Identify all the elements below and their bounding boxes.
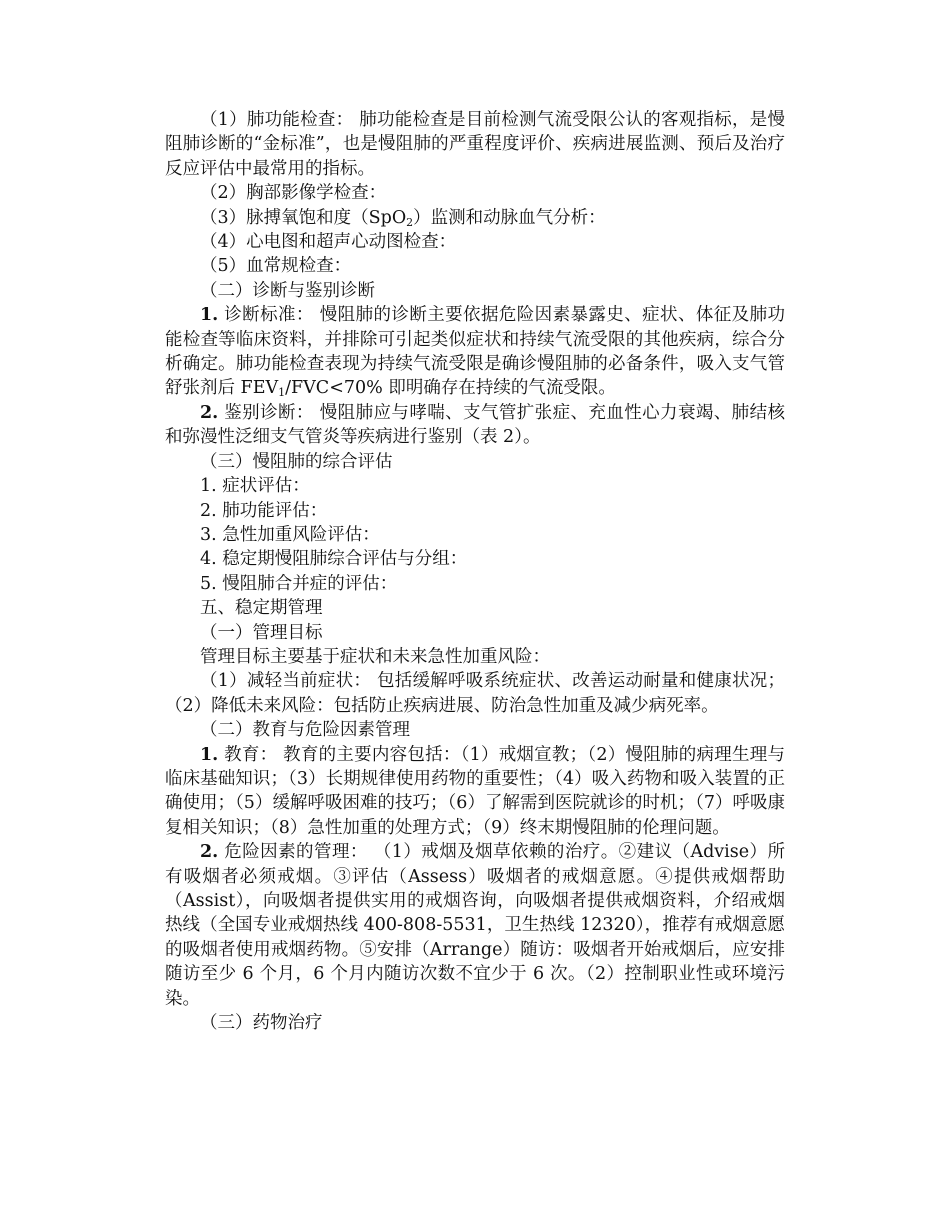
number-label: 2. [200, 402, 219, 423]
item-ecg: （4）心电图和超声心动图检查： [200, 232, 457, 253]
list-item: 5. 慢阻肺合并症的评估： [200, 573, 398, 594]
paragraph-lung-function: （1）肺功能检查： 肺功能检查是目前检测气流受限公认的客观指标，是慢阻肺诊断的“金标准”，也是慢阻肺的严重程度评价、疾病进展监测、预后及治疗反应评估中最常用的指标。 [165, 110, 785, 179]
heading-drug-therapy: （三）药物治疗 [200, 1013, 323, 1034]
number-label: 1. [200, 305, 219, 326]
list-item: 3. 急性加重风险评估： [200, 524, 380, 545]
paragraph-diagnostic-criteria [165, 303, 785, 401]
heading-assessment: （三）慢阻肺的综合评估 [200, 451, 393, 472]
list-item: 4. 稳定期慢阻肺综合评估与分组： [200, 549, 468, 570]
document-page [165, 108, 785, 1035]
paragraph-goal-details: （1）减轻当前症状： 包括缓解呼吸系统症状、改善运动耐量和健康状况；（2）降低未来风险：包括防止疾病进展、防治急性加重及减少病死率。 [165, 671, 785, 716]
diagnostic-criteria-text-a: 诊断标准： 慢阻肺的诊断主要依据危险因素暴露史、症状、体征及肺功能检查等临床资料，并排除可引起类似症状和持续气流受限的其他疾病，综合分析确定。肺功能检查表现为持续气流受限是确诊慢阻肺的必备条件，吸入支气管舒张剂后 FEV [165, 305, 785, 399]
heading-management-goals: （一）管理目标 [200, 622, 323, 643]
differential-diagnosis-text: 鉴别诊断： 慢阻肺应与哮喘、支气管扩张症、充血性心力衰竭、肺结核和弥漫性泛细支气管炎等疾病进行鉴别（表 2）。 [165, 402, 785, 448]
list-item: 1. 症状评估： [200, 476, 310, 497]
number-label: 1. [200, 744, 219, 765]
item-spo2-text-b: ）监测和动脉血气分析： [413, 207, 606, 228]
education-text: 教育： 教育的主要内容包括：（1）戒烟宣教；（2）慢阻肺的病理生理与临床基础知识；（3）长期规律使用药物的重要性；（4）吸入药物和吸入装置的正确使用；（5）缓解呼吸困难的技巧；（6）了解需到医院就诊的时机；（7）呼吸康复相关知识；（8）急性加重的处理方式；（9）终末期慢阻肺的伦理问题。 [165, 744, 785, 838]
fev1-subscript: 1 [278, 386, 286, 400]
risk-management-text: 危险因素的管理： （1）戒烟及烟草依赖的治疗。②建议（Advise）所有吸烟者必须戒烟。③评估（Assess）吸烟者的戒烟意愿。④提供戒烟帮助（Assist），向吸烟者提供实用的戒烟咨询，向吸烟者提供戒烟资料，介绍戒烟热线（全国专业戒烟热线 400-808-5531，卫生热线 12320），推荐有戒烟意愿的吸烟者使用戒烟药物。⑤安排（Arrange）随访：吸烟者开始戒烟后，应安排随访至少 6 个月，6 个月内随访次数不宜少于 6 次。（2）控制职业性或环境污染。 [165, 842, 785, 1009]
number-label: 2. [200, 842, 219, 863]
item-spo2 [165, 206, 785, 230]
paragraph-education [165, 743, 785, 841]
heading-education: （二）教育与危险因素管理 [200, 720, 410, 741]
heading-diagnosis: （二）诊断与鉴别诊断 [200, 280, 375, 301]
list-item: 2. 肺功能评估： [200, 500, 328, 521]
paragraph-differential-diagnosis [165, 401, 785, 450]
heading-stable-management: 五、稳定期管理 [200, 598, 323, 619]
item-spo2-subscript: 2 [406, 215, 414, 229]
diagnostic-criteria-text-b: /FVC<70% 即明确存在持续的气流受限。 [285, 378, 616, 399]
paragraph-goal-intro: 管理目标主要基于症状和未来急性加重风险： [200, 646, 550, 667]
item-spo2-text-a: （3）脉搏氧饱和度（SpO [200, 207, 407, 228]
paragraph-risk-management [165, 840, 785, 1011]
item-chest-imaging: （2）胸部影像学检查： [200, 183, 387, 204]
item-blood-routine: （5）血常规检查： [200, 256, 352, 277]
